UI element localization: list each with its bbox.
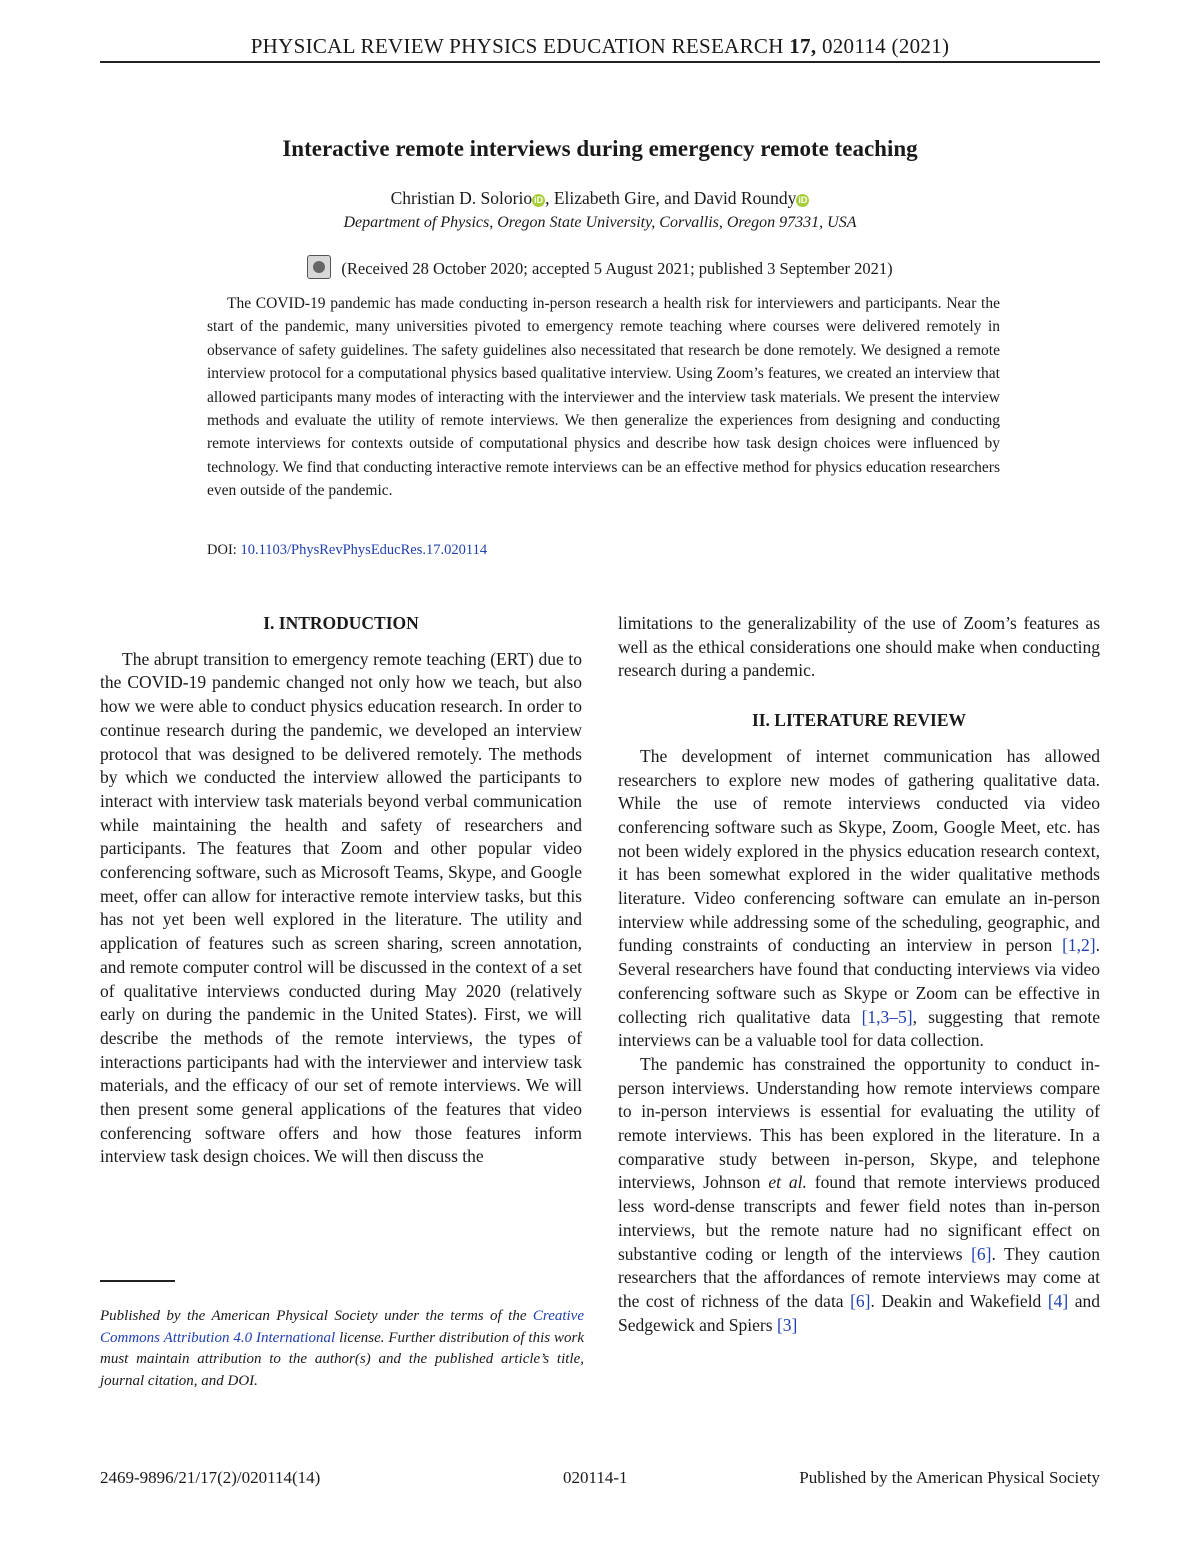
header-rule	[100, 61, 1100, 63]
lit-review-paragraph-2: The pandemic has constrained the opportunity to conduct in-person interviews. Understanding how remote interviews compare to in-person interviews is essential for evaluating the utility of remote interviews. This has been explored in the literature. In a comparative study between in-person, Skype, and telephone interviews, Johnson et al. found that remote interviews produced less word-dense transcripts and fewer field notes than in-person interviews, but the remote nature had no significant effect on substantive coding or length of the interviews [6]. They caution researchers that the affordances of remote interviews may come at the cost of richness of the data [6]. Deakin and Wakefield [4] and Sedgewick and Spiers [3]	[618, 1053, 1100, 1335]
article-number: 020114 (2021)	[821, 34, 950, 58]
running-head	[100, 34, 1100, 59]
footer-page-number: 020114-1	[563, 1468, 628, 1487]
citation-link[interactable]: [3]	[776, 1314, 798, 1335]
footnote-rule	[100, 1280, 175, 1282]
section-heading-introduction: I. INTRODUCTION	[263, 613, 419, 633]
author-separator: ,	[545, 188, 554, 208]
abstract	[207, 292, 1000, 503]
orcid-icon[interactable]: iD	[798, 195, 808, 205]
doi-line	[207, 542, 487, 559]
footer-issn: 2469-9896/21/17(2)/020114(14)	[100, 1468, 321, 1487]
citation-link[interactable]: [6]	[971, 1243, 992, 1264]
journal-name: PHYSICAL REVIEW PHYSICS EDUCATION RESEARCH	[250, 34, 784, 58]
left-column	[100, 612, 582, 1169]
journal-volume: 17,	[789, 34, 817, 58]
license-footnote: Published by the American Physical Society under the terms of the Creative Commons Attribution 4.0 International license. Further distribution of this work must maintain attribution to the author(s) and the published article’s title, journal citation, and DOI.	[100, 1308, 584, 1389]
citation-link[interactable]: [1,3–5]	[861, 1006, 913, 1027]
doi-label: DOI:	[207, 542, 237, 558]
citation-link[interactable]: [4]	[1047, 1290, 1069, 1311]
check-for-updates-icon[interactable]	[307, 255, 331, 279]
intro-paragraph: The abrupt transition to emergency remote teaching (ERT) due to the COVID-19 pandemic changed not only how we teach, but also how we were able to conduct physics education research. In order to continue research during the pandemic, we developed an interview protocol that was designed to be delivered remotely. The methods by which we conducted the interview allowed the participants to interact with interview task materials beyond verbal communication while maintaining the health and safety of researchers and participants. The features that Zoom and other popular video conferencing software, such as Microsoft Teams, Skype, and Google meet, offer can allow for interactive remote interview tasks, but this has not yet been well explored in the literature. The utility and application of features such as screen sharing, screen annotation, and remote computer control will be discussed in the context of a set of qualitative interviews conducted during May 2020 (relatively early on during the pandemic in the United States). First, we will describe the methods of the remote interviews, the types of interactions participants had with the interviewer and interview task materials, and the efficacy of our set of remote interviews. We will then present some general applications of the features that video conferencing software offers and how those features inform interview task design choices. We will then discuss the	[100, 648, 582, 1167]
intro-continuation: limitations to the generalizability of the use of Zoom’s features as well as the ethical considerations one should make when conducting research during a pandemic.	[618, 613, 1100, 681]
orcid-icon[interactable]: iD	[534, 195, 544, 205]
citation-link[interactable]: [1,2]	[1062, 935, 1096, 956]
right-column	[618, 612, 1100, 1337]
publication-dates	[100, 255, 1100, 279]
citation-link[interactable]: [6]	[850, 1290, 871, 1311]
author-name: Christian D. Solorio	[390, 188, 533, 208]
section-heading-literature-review: II. LITERATURE REVIEW	[751, 710, 967, 731]
footer-publisher: Published by the American Physical Society	[799, 1468, 1100, 1487]
abstract-text: The COVID-19 pandemic has made conducting in-person research a health risk for interviewers and participants. Near the start of the pandemic, many universities pivoted to emergency remote teaching where courses were delivered remotely in observance of safety guidelines. The safety guidelines also necessitated that research be done remotely. We designed a remote interview protocol for a computational physics based qualitative interview. Using Zoom’s features, we created an interview that allowed participants many modes of interacting with the interviewer and the interview task materials. We present the interview methods and evaluate the utility of remote interviews. We then generalize the experiences from designing and conducting remote interviews for contexts outside of computational physics and describe how task design choices were influenced by technology. We find that conducting interactive remote interviews can be an effective method for physics education researchers even outside of the pandemic.	[207, 295, 1000, 500]
dates-text: (Received 28 October 2020; accepted 5 August 2021; published 3 September 2021)	[341, 259, 893, 278]
license-link[interactable]: Creative Commons Attribution 4.0 International	[100, 1308, 584, 1346]
affiliation: Department of Physics, Oregon State University, Corvallis, Oregon 97331, USA	[343, 214, 857, 231]
paper-title: Interactive remote interviews during emergency remote teaching	[282, 136, 918, 161]
lit-review-paragraph-1: The development of internet communication has allowed researchers to explore new modes of gathering qualitative data. While the use of remote interviews conducted via video conferencing software such as Skype, Zoom, Google Meet, etc. has not been widely explored in the physics education research context, it has been somewhat explored in the wider qualitative methods literature. Video conferencing software can emulate an in-person interview while addressing some of the scheduling, geographic, and funding constraints of conducting an interview in person [1,2]. Several researchers have found that conducting interviews via video conferencing software such as Skype or Zoom can be effective in collecting rich qualitative data [1,3–5], suggesting that remote interviews can be a valuable tool for data collection.	[618, 745, 1100, 1051]
doi-link[interactable]: 10.1103/PhysRevPhysEducRes.17.020114	[240, 542, 488, 558]
author-name: Elizabeth Gire, and David Roundy	[553, 188, 797, 208]
author-list	[100, 188, 1100, 209]
